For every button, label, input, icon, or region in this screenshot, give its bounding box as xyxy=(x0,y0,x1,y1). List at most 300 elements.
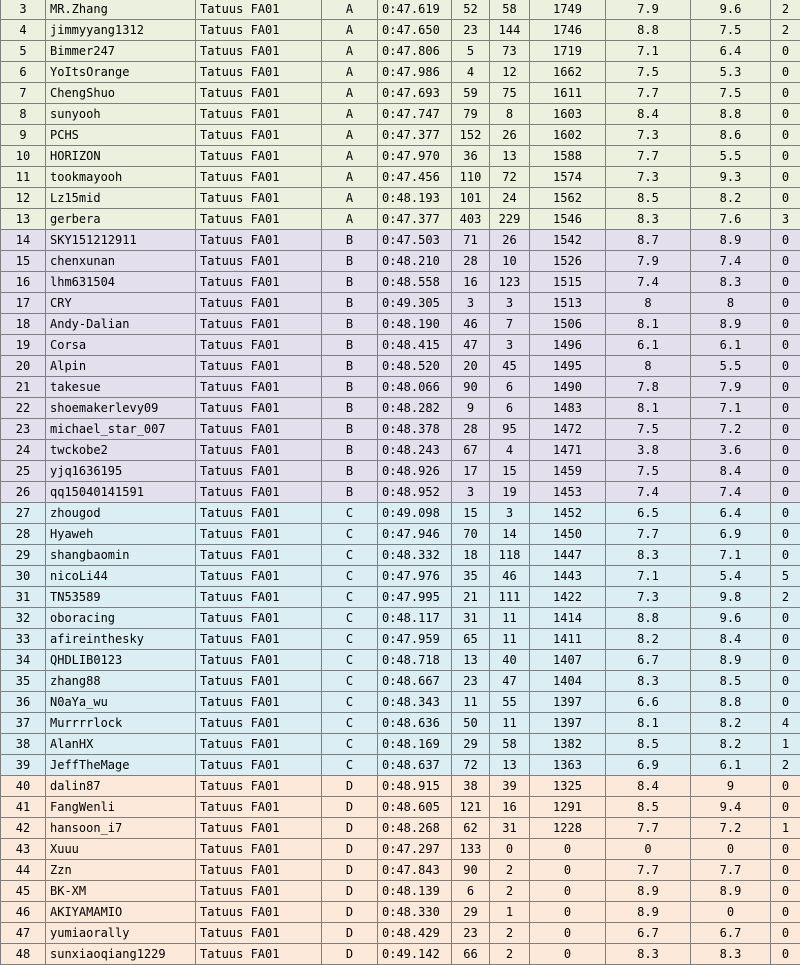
rating-cell[interactable]: 1746 xyxy=(530,20,606,41)
group-cell[interactable]: A xyxy=(322,20,378,41)
rating-cell[interactable]: 1452 xyxy=(530,503,606,524)
stat-b-cell[interactable]: 19 xyxy=(490,482,530,503)
score-a-cell[interactable]: 7.4 xyxy=(606,272,691,293)
best-lap-cell[interactable]: 0:48.667 xyxy=(378,671,452,692)
best-lap-cell[interactable]: 0:47.806 xyxy=(378,41,452,62)
best-lap-cell[interactable]: 0:48.926 xyxy=(378,461,452,482)
rank-cell[interactable]: 28 xyxy=(1,524,46,545)
stat-a-cell[interactable]: 403 xyxy=(452,209,490,230)
group-cell[interactable]: B xyxy=(322,419,378,440)
rating-cell[interactable]: 1588 xyxy=(530,146,606,167)
driver-name-cell[interactable]: MR.Zhang xyxy=(46,0,196,20)
stat-a-cell[interactable]: 90 xyxy=(452,377,490,398)
rank-cell[interactable]: 13 xyxy=(1,209,46,230)
score-b-cell[interactable]: 7.7 xyxy=(691,860,771,881)
car-cell[interactable]: Tatuus FA01 xyxy=(196,419,322,440)
score-a-cell[interactable]: 6.7 xyxy=(606,650,691,671)
table-row[interactable] xyxy=(1,755,800,776)
count-cell[interactable]: 0 xyxy=(771,167,800,188)
stat-a-cell[interactable]: 66 xyxy=(452,944,490,965)
rating-cell[interactable]: 1422 xyxy=(530,587,606,608)
stat-a-cell[interactable]: 29 xyxy=(452,902,490,923)
stat-b-cell[interactable]: 45 xyxy=(490,356,530,377)
rating-cell[interactable]: 1414 xyxy=(530,608,606,629)
table-row[interactable] xyxy=(1,20,800,41)
table-row[interactable] xyxy=(1,671,800,692)
rating-cell[interactable]: 1472 xyxy=(530,419,606,440)
table-row[interactable] xyxy=(1,692,800,713)
rating-cell[interactable]: 1546 xyxy=(530,209,606,230)
car-cell[interactable]: Tatuus FA01 xyxy=(196,20,322,41)
count-cell[interactable]: 0 xyxy=(771,461,800,482)
stat-b-cell[interactable]: 55 xyxy=(490,692,530,713)
best-lap-cell[interactable]: 0:47.976 xyxy=(378,566,452,587)
rating-cell[interactable]: 1495 xyxy=(530,356,606,377)
rank-cell[interactable]: 15 xyxy=(1,251,46,272)
count-cell[interactable]: 0 xyxy=(771,776,800,797)
stat-b-cell[interactable]: 3 xyxy=(490,293,530,314)
driver-name-cell[interactable]: TN53589 xyxy=(46,587,196,608)
score-a-cell[interactable]: 3.8 xyxy=(606,440,691,461)
table-row[interactable] xyxy=(1,776,800,797)
rating-cell[interactable]: 1542 xyxy=(530,230,606,251)
group-cell[interactable]: B xyxy=(322,293,378,314)
count-cell[interactable]: 2 xyxy=(771,0,800,20)
group-cell[interactable]: A xyxy=(322,146,378,167)
stat-a-cell[interactable]: 52 xyxy=(452,0,490,20)
car-cell[interactable]: Tatuus FA01 xyxy=(196,146,322,167)
group-cell[interactable]: C xyxy=(322,608,378,629)
rating-cell[interactable]: 0 xyxy=(530,944,606,965)
driver-name-cell[interactable]: takesue xyxy=(46,377,196,398)
count-cell[interactable]: 0 xyxy=(771,692,800,713)
stat-a-cell[interactable]: 15 xyxy=(452,503,490,524)
car-cell[interactable]: Tatuus FA01 xyxy=(196,125,322,146)
best-lap-cell[interactable]: 0:48.343 xyxy=(378,692,452,713)
count-cell[interactable]: 0 xyxy=(771,629,800,650)
stat-b-cell[interactable]: 229 xyxy=(490,209,530,230)
score-a-cell[interactable]: 7.7 xyxy=(606,83,691,104)
driver-name-cell[interactable]: qq15040141591 xyxy=(46,482,196,503)
stat-a-cell[interactable]: 11 xyxy=(452,692,490,713)
score-a-cell[interactable]: 8.8 xyxy=(606,20,691,41)
stat-a-cell[interactable]: 4 xyxy=(452,62,490,83)
group-cell[interactable]: D xyxy=(322,860,378,881)
count-cell[interactable]: 0 xyxy=(771,293,800,314)
best-lap-cell[interactable]: 0:47.503 xyxy=(378,230,452,251)
score-b-cell[interactable]: 0 xyxy=(691,839,771,860)
car-cell[interactable]: Tatuus FA01 xyxy=(196,944,322,965)
car-cell[interactable]: Tatuus FA01 xyxy=(196,209,322,230)
driver-name-cell[interactable]: michael_star_007 xyxy=(46,419,196,440)
score-b-cell[interactable]: 7.4 xyxy=(691,251,771,272)
score-a-cell[interactable]: 7.9 xyxy=(606,0,691,20)
stat-a-cell[interactable]: 17 xyxy=(452,461,490,482)
table-row[interactable] xyxy=(1,104,800,125)
stat-a-cell[interactable]: 20 xyxy=(452,356,490,377)
car-cell[interactable]: Tatuus FA01 xyxy=(196,167,322,188)
count-cell[interactable]: 0 xyxy=(771,272,800,293)
stat-a-cell[interactable]: 35 xyxy=(452,566,490,587)
driver-name-cell[interactable]: QHDLIB0123 xyxy=(46,650,196,671)
stat-a-cell[interactable]: 16 xyxy=(452,272,490,293)
stat-a-cell[interactable]: 133 xyxy=(452,839,490,860)
score-b-cell[interactable]: 8.4 xyxy=(691,629,771,650)
score-a-cell[interactable]: 8.3 xyxy=(606,671,691,692)
car-cell[interactable]: Tatuus FA01 xyxy=(196,335,322,356)
score-b-cell[interactable]: 9.6 xyxy=(691,608,771,629)
count-cell[interactable]: 0 xyxy=(771,83,800,104)
rank-cell[interactable]: 37 xyxy=(1,713,46,734)
car-cell[interactable]: Tatuus FA01 xyxy=(196,524,322,545)
table-row[interactable] xyxy=(1,167,800,188)
count-cell[interactable]: 0 xyxy=(771,860,800,881)
score-a-cell[interactable]: 8.9 xyxy=(606,881,691,902)
stat-a-cell[interactable]: 23 xyxy=(452,20,490,41)
group-cell[interactable]: C xyxy=(322,755,378,776)
table-row[interactable] xyxy=(1,356,800,377)
rank-cell[interactable]: 27 xyxy=(1,503,46,524)
stat-a-cell[interactable]: 152 xyxy=(452,125,490,146)
table-row[interactable] xyxy=(1,461,800,482)
rank-cell[interactable]: 18 xyxy=(1,314,46,335)
car-cell[interactable]: Tatuus FA01 xyxy=(196,356,322,377)
stat-b-cell[interactable]: 118 xyxy=(490,545,530,566)
rank-cell[interactable]: 17 xyxy=(1,293,46,314)
car-cell[interactable]: Tatuus FA01 xyxy=(196,755,322,776)
score-b-cell[interactable]: 8.2 xyxy=(691,734,771,755)
rank-cell[interactable]: 36 xyxy=(1,692,46,713)
best-lap-cell[interactable]: 0:48.718 xyxy=(378,650,452,671)
rating-cell[interactable]: 1526 xyxy=(530,251,606,272)
group-cell[interactable]: A xyxy=(322,0,378,20)
stat-b-cell[interactable]: 12 xyxy=(490,62,530,83)
driver-name-cell[interactable]: Corsa xyxy=(46,335,196,356)
driver-name-cell[interactable]: yjq1636195 xyxy=(46,461,196,482)
rating-cell[interactable]: 1397 xyxy=(530,713,606,734)
score-b-cell[interactable]: 8.2 xyxy=(691,188,771,209)
score-a-cell[interactable]: 7.5 xyxy=(606,419,691,440)
stat-b-cell[interactable]: 58 xyxy=(490,0,530,20)
rating-cell[interactable]: 1611 xyxy=(530,83,606,104)
rank-cell[interactable]: 26 xyxy=(1,482,46,503)
score-a-cell[interactable]: 7.3 xyxy=(606,587,691,608)
group-cell[interactable]: D xyxy=(322,776,378,797)
stat-a-cell[interactable]: 70 xyxy=(452,524,490,545)
score-a-cell[interactable]: 8.3 xyxy=(606,944,691,965)
best-lap-cell[interactable]: 0:47.959 xyxy=(378,629,452,650)
group-cell[interactable]: D xyxy=(322,881,378,902)
score-b-cell[interactable]: 5.4 xyxy=(691,566,771,587)
rank-cell[interactable]: 47 xyxy=(1,923,46,944)
score-b-cell[interactable]: 8.5 xyxy=(691,671,771,692)
stat-a-cell[interactable]: 9 xyxy=(452,398,490,419)
table-row[interactable] xyxy=(1,587,800,608)
table-row[interactable] xyxy=(1,0,800,20)
stat-b-cell[interactable]: 11 xyxy=(490,629,530,650)
rating-cell[interactable]: 1513 xyxy=(530,293,606,314)
rank-cell[interactable]: 21 xyxy=(1,377,46,398)
count-cell[interactable]: 0 xyxy=(771,230,800,251)
rank-cell[interactable]: 20 xyxy=(1,356,46,377)
best-lap-cell[interactable]: 0:47.986 xyxy=(378,62,452,83)
stat-a-cell[interactable]: 59 xyxy=(452,83,490,104)
rating-cell[interactable]: 0 xyxy=(530,923,606,944)
group-cell[interactable]: B xyxy=(322,356,378,377)
best-lap-cell[interactable]: 0:48.520 xyxy=(378,356,452,377)
car-cell[interactable]: Tatuus FA01 xyxy=(196,797,322,818)
stat-a-cell[interactable]: 47 xyxy=(452,335,490,356)
rank-cell[interactable]: 30 xyxy=(1,566,46,587)
group-cell[interactable]: D xyxy=(322,923,378,944)
driver-name-cell[interactable]: sunxiaoqiang1229 xyxy=(46,944,196,965)
score-a-cell[interactable]: 6.5 xyxy=(606,503,691,524)
driver-name-cell[interactable]: YoItsOrange xyxy=(46,62,196,83)
stat-b-cell[interactable]: 3 xyxy=(490,335,530,356)
stat-a-cell[interactable]: 21 xyxy=(452,587,490,608)
score-b-cell[interactable]: 7.5 xyxy=(691,83,771,104)
stat-b-cell[interactable]: 31 xyxy=(490,818,530,839)
stat-a-cell[interactable]: 101 xyxy=(452,188,490,209)
car-cell[interactable]: Tatuus FA01 xyxy=(196,545,322,566)
rating-cell[interactable]: 1574 xyxy=(530,167,606,188)
table-row[interactable] xyxy=(1,902,800,923)
driver-name-cell[interactable]: Bimmer247 xyxy=(46,41,196,62)
score-a-cell[interactable]: 8.5 xyxy=(606,188,691,209)
rating-cell[interactable]: 1397 xyxy=(530,692,606,713)
driver-name-cell[interactable]: Andy-Dalian xyxy=(46,314,196,335)
group-cell[interactable]: C xyxy=(322,566,378,587)
best-lap-cell[interactable]: 0:48.066 xyxy=(378,377,452,398)
table-row[interactable] xyxy=(1,335,800,356)
rating-cell[interactable]: 1496 xyxy=(530,335,606,356)
group-cell[interactable]: A xyxy=(322,125,378,146)
rating-cell[interactable]: 1603 xyxy=(530,104,606,125)
stat-b-cell[interactable]: 123 xyxy=(490,272,530,293)
score-b-cell[interactable]: 8.6 xyxy=(691,125,771,146)
table-row[interactable] xyxy=(1,545,800,566)
table-row[interactable] xyxy=(1,209,800,230)
stat-b-cell[interactable]: 58 xyxy=(490,734,530,755)
stat-a-cell[interactable]: 67 xyxy=(452,440,490,461)
best-lap-cell[interactable]: 0:48.558 xyxy=(378,272,452,293)
score-b-cell[interactable]: 8.9 xyxy=(691,650,771,671)
rating-cell[interactable]: 1407 xyxy=(530,650,606,671)
count-cell[interactable]: 1 xyxy=(771,734,800,755)
stat-a-cell[interactable]: 38 xyxy=(452,776,490,797)
car-cell[interactable]: Tatuus FA01 xyxy=(196,902,322,923)
car-cell[interactable]: Tatuus FA01 xyxy=(196,293,322,314)
best-lap-cell[interactable]: 0:47.946 xyxy=(378,524,452,545)
rating-cell[interactable]: 1471 xyxy=(530,440,606,461)
score-b-cell[interactable]: 3.6 xyxy=(691,440,771,461)
car-cell[interactable]: Tatuus FA01 xyxy=(196,482,322,503)
count-cell[interactable]: 0 xyxy=(771,671,800,692)
car-cell[interactable]: Tatuus FA01 xyxy=(196,461,322,482)
best-lap-cell[interactable]: 0:48.117 xyxy=(378,608,452,629)
stat-a-cell[interactable]: 3 xyxy=(452,293,490,314)
count-cell[interactable]: 0 xyxy=(771,797,800,818)
rank-cell[interactable]: 40 xyxy=(1,776,46,797)
count-cell[interactable]: 0 xyxy=(771,314,800,335)
driver-name-cell[interactable]: Murrrrlock xyxy=(46,713,196,734)
group-cell[interactable]: A xyxy=(322,62,378,83)
best-lap-cell[interactable]: 0:48.243 xyxy=(378,440,452,461)
rating-cell[interactable]: 1450 xyxy=(530,524,606,545)
stat-b-cell[interactable]: 73 xyxy=(490,41,530,62)
group-cell[interactable]: C xyxy=(322,524,378,545)
score-a-cell[interactable]: 7.3 xyxy=(606,125,691,146)
count-cell[interactable]: 5 xyxy=(771,566,800,587)
group-cell[interactable]: D xyxy=(322,944,378,965)
car-cell[interactable]: Tatuus FA01 xyxy=(196,377,322,398)
score-b-cell[interactable]: 7.6 xyxy=(691,209,771,230)
score-a-cell[interactable]: 8 xyxy=(606,293,691,314)
count-cell[interactable]: 0 xyxy=(771,125,800,146)
count-cell[interactable]: 0 xyxy=(771,944,800,965)
best-lap-cell[interactable]: 0:49.142 xyxy=(378,944,452,965)
best-lap-cell[interactable]: 0:48.952 xyxy=(378,482,452,503)
rank-cell[interactable]: 24 xyxy=(1,440,46,461)
score-b-cell[interactable]: 8.3 xyxy=(691,944,771,965)
driver-name-cell[interactable]: twckobe2 xyxy=(46,440,196,461)
best-lap-cell[interactable]: 0:48.332 xyxy=(378,545,452,566)
rating-cell[interactable]: 1363 xyxy=(530,755,606,776)
rating-cell[interactable]: 1562 xyxy=(530,188,606,209)
rating-cell[interactable]: 1515 xyxy=(530,272,606,293)
group-cell[interactable]: A xyxy=(322,41,378,62)
best-lap-cell[interactable]: 0:47.297 xyxy=(378,839,452,860)
table-row[interactable] xyxy=(1,230,800,251)
car-cell[interactable]: Tatuus FA01 xyxy=(196,818,322,839)
score-a-cell[interactable]: 7.4 xyxy=(606,482,691,503)
group-cell[interactable]: C xyxy=(322,545,378,566)
stat-a-cell[interactable]: 18 xyxy=(452,545,490,566)
rank-cell[interactable]: 31 xyxy=(1,587,46,608)
best-lap-cell[interactable]: 0:48.193 xyxy=(378,188,452,209)
count-cell[interactable]: 0 xyxy=(771,923,800,944)
score-a-cell[interactable]: 7.3 xyxy=(606,167,691,188)
rank-cell[interactable]: 8 xyxy=(1,104,46,125)
best-lap-cell[interactable]: 0:48.282 xyxy=(378,398,452,419)
driver-name-cell[interactable]: nicoLi44 xyxy=(46,566,196,587)
score-a-cell[interactable]: 8.1 xyxy=(606,398,691,419)
group-cell[interactable]: A xyxy=(322,83,378,104)
score-a-cell[interactable]: 7.8 xyxy=(606,377,691,398)
rank-cell[interactable]: 25 xyxy=(1,461,46,482)
car-cell[interactable]: Tatuus FA01 xyxy=(196,860,322,881)
driver-name-cell[interactable]: hansoon_i7 xyxy=(46,818,196,839)
score-a-cell[interactable]: 8.5 xyxy=(606,734,691,755)
group-cell[interactable]: A xyxy=(322,167,378,188)
best-lap-cell[interactable]: 0:48.637 xyxy=(378,755,452,776)
rating-cell[interactable]: 1662 xyxy=(530,62,606,83)
score-b-cell[interactable]: 8.4 xyxy=(691,461,771,482)
car-cell[interactable]: Tatuus FA01 xyxy=(196,692,322,713)
score-a-cell[interactable]: 7.5 xyxy=(606,62,691,83)
group-cell[interactable]: B xyxy=(322,272,378,293)
car-cell[interactable]: Tatuus FA01 xyxy=(196,41,322,62)
count-cell[interactable]: 0 xyxy=(771,188,800,209)
group-cell[interactable]: B xyxy=(322,482,378,503)
stat-b-cell[interactable]: 6 xyxy=(490,377,530,398)
group-cell[interactable]: A xyxy=(322,104,378,125)
count-cell[interactable]: 0 xyxy=(771,881,800,902)
rank-cell[interactable]: 41 xyxy=(1,797,46,818)
group-cell[interactable]: C xyxy=(322,650,378,671)
stat-b-cell[interactable]: 11 xyxy=(490,713,530,734)
score-b-cell[interactable]: 5.5 xyxy=(691,146,771,167)
score-b-cell[interactable]: 7.4 xyxy=(691,482,771,503)
stat-a-cell[interactable]: 31 xyxy=(452,608,490,629)
driver-name-cell[interactable]: dalin87 xyxy=(46,776,196,797)
count-cell[interactable]: 1 xyxy=(771,818,800,839)
group-cell[interactable]: B xyxy=(322,251,378,272)
driver-name-cell[interactable]: AlanHX xyxy=(46,734,196,755)
stat-a-cell[interactable]: 110 xyxy=(452,167,490,188)
stat-a-cell[interactable]: 36 xyxy=(452,146,490,167)
rank-cell[interactable]: 45 xyxy=(1,881,46,902)
count-cell[interactable]: 0 xyxy=(771,839,800,860)
best-lap-cell[interactable]: 0:47.377 xyxy=(378,209,452,230)
stat-b-cell[interactable]: 16 xyxy=(490,797,530,818)
best-lap-cell[interactable]: 0:47.970 xyxy=(378,146,452,167)
rank-cell[interactable]: 12 xyxy=(1,188,46,209)
score-b-cell[interactable]: 8.8 xyxy=(691,692,771,713)
stat-b-cell[interactable]: 3 xyxy=(490,503,530,524)
rank-cell[interactable]: 43 xyxy=(1,839,46,860)
rank-cell[interactable]: 16 xyxy=(1,272,46,293)
driver-name-cell[interactable]: jimmyyang1312 xyxy=(46,20,196,41)
rating-cell[interactable]: 1483 xyxy=(530,398,606,419)
car-cell[interactable]: Tatuus FA01 xyxy=(196,608,322,629)
score-b-cell[interactable]: 9.6 xyxy=(691,0,771,20)
best-lap-cell[interactable]: 0:48.190 xyxy=(378,314,452,335)
rank-cell[interactable]: 3 xyxy=(1,0,46,20)
score-a-cell[interactable]: 7.7 xyxy=(606,860,691,881)
driver-name-cell[interactable]: Hyaweh xyxy=(46,524,196,545)
group-cell[interactable]: C xyxy=(322,629,378,650)
rank-cell[interactable]: 6 xyxy=(1,62,46,83)
count-cell[interactable]: 0 xyxy=(771,440,800,461)
group-cell[interactable]: C xyxy=(322,734,378,755)
rank-cell[interactable]: 29 xyxy=(1,545,46,566)
best-lap-cell[interactable]: 0:47.456 xyxy=(378,167,452,188)
table-row[interactable] xyxy=(1,419,800,440)
best-lap-cell[interactable]: 0:47.747 xyxy=(378,104,452,125)
score-a-cell[interactable]: 7.1 xyxy=(606,566,691,587)
stat-a-cell[interactable]: 23 xyxy=(452,671,490,692)
group-cell[interactable]: D xyxy=(322,839,378,860)
score-b-cell[interactable]: 8 xyxy=(691,293,771,314)
table-row[interactable] xyxy=(1,314,800,335)
count-cell[interactable]: 2 xyxy=(771,755,800,776)
count-cell[interactable]: 4 xyxy=(771,713,800,734)
rating-cell[interactable]: 1382 xyxy=(530,734,606,755)
rank-cell[interactable]: 44 xyxy=(1,860,46,881)
stat-a-cell[interactable]: 3 xyxy=(452,482,490,503)
table-row[interactable] xyxy=(1,41,800,62)
table-row[interactable] xyxy=(1,503,800,524)
best-lap-cell[interactable]: 0:47.377 xyxy=(378,125,452,146)
stat-b-cell[interactable]: 2 xyxy=(490,881,530,902)
count-cell[interactable]: 0 xyxy=(771,608,800,629)
driver-name-cell[interactable]: chenxunan xyxy=(46,251,196,272)
group-cell[interactable]: D xyxy=(322,797,378,818)
rank-cell[interactable]: 9 xyxy=(1,125,46,146)
score-a-cell[interactable]: 8 xyxy=(606,356,691,377)
best-lap-cell[interactable]: 0:48.605 xyxy=(378,797,452,818)
